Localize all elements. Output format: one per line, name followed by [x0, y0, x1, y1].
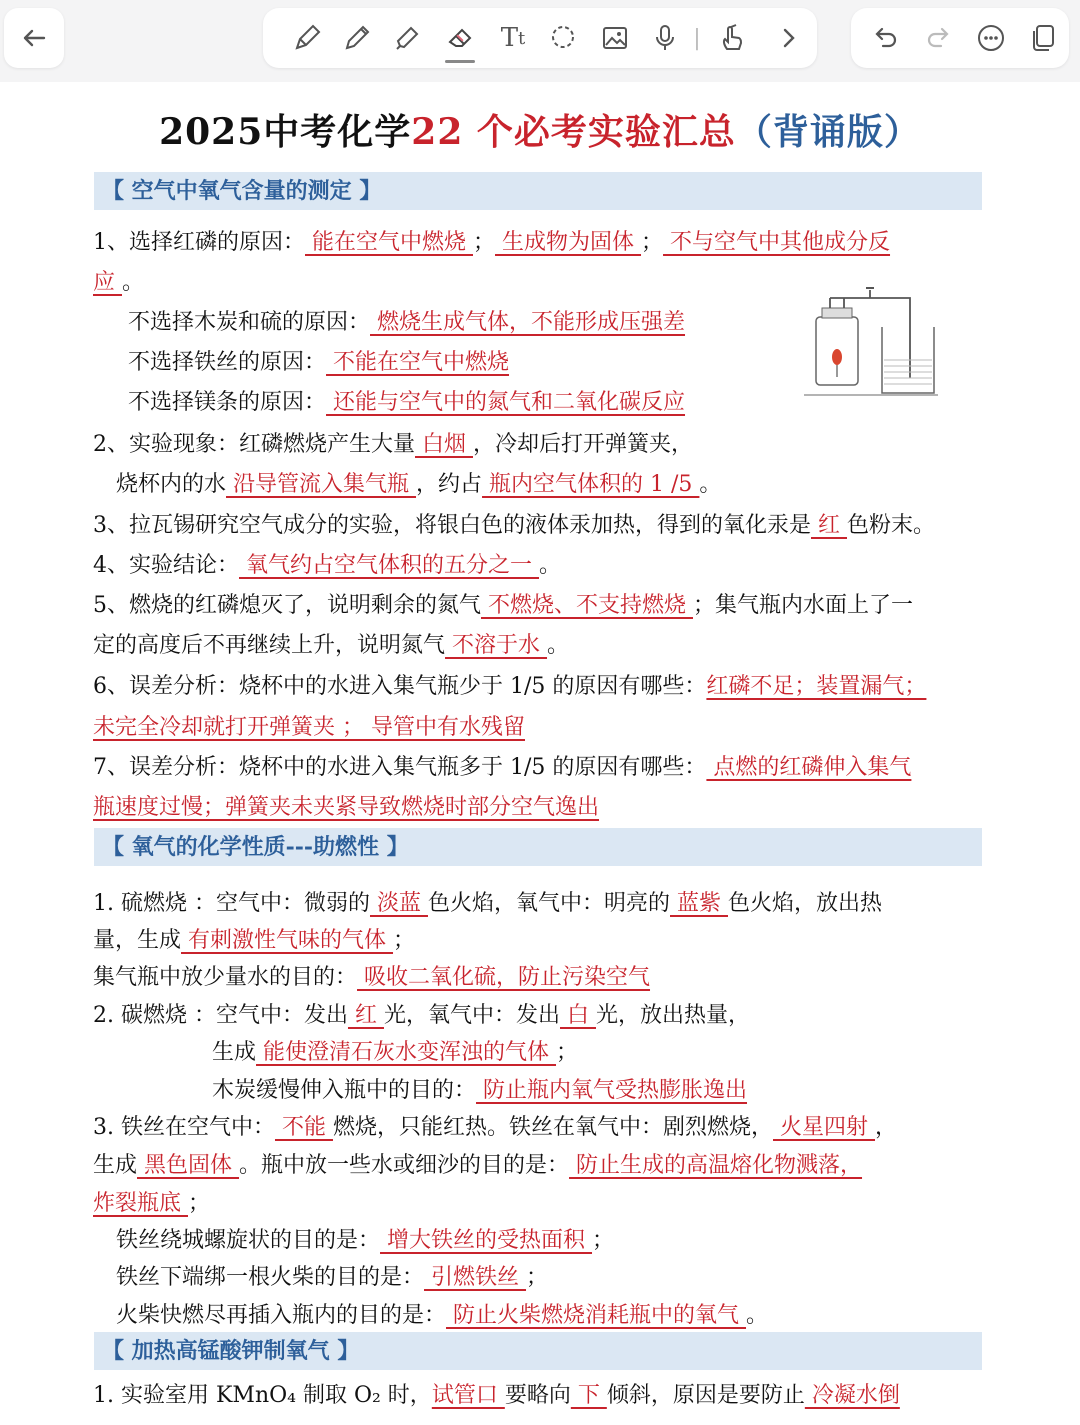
answer-text: 防止瓶内氧气受热膨胀逸出: [476, 1078, 748, 1103]
microphone-icon[interactable]: [643, 8, 687, 68]
actions-palette: [851, 8, 1069, 68]
answer-text: 白烟: [415, 432, 473, 457]
note-line: [93, 630, 569, 662]
answer-text: 不燃烧、不支持燃烧: [481, 593, 693, 618]
note-text: 。: [746, 1303, 769, 1328]
note-line: [93, 429, 693, 461]
note-text: 1、选择红磷的原因：: [93, 230, 305, 255]
note-line: [93, 1150, 862, 1182]
answer-text: 不能在空气中燃烧: [326, 350, 510, 375]
touch-draw-icon[interactable]: [711, 8, 755, 68]
note-text: ；: [188, 1191, 211, 1216]
note-line: [116, 1225, 614, 1257]
note-text: 铁丝下端绑一根火柴的目的是：: [116, 1265, 425, 1290]
pages-icon[interactable]: [1021, 8, 1065, 68]
image-icon[interactable]: [593, 8, 637, 68]
answer-text: 瓶内空气体积的 1 /5: [482, 472, 700, 497]
answer-text: 黑色固体: [137, 1153, 240, 1178]
note-text: 。瓶中放一些水或细沙的目的是：: [239, 1153, 570, 1178]
note-line: [93, 712, 525, 744]
answer-text: 炸裂瓶底: [93, 1191, 188, 1216]
note-text: ；: [641, 230, 664, 255]
note-line: [128, 347, 509, 379]
pen-icon[interactable]: [285, 8, 329, 68]
back-button[interactable]: [4, 8, 64, 68]
note-text: ；集气瓶内水面上了一: [693, 593, 914, 618]
note-line: [212, 1037, 578, 1069]
answer-text: 试管口: [431, 1383, 505, 1408]
note-text: ；: [526, 1265, 549, 1290]
note-text: 燃烧，只能红热。铁丝在氧气中：剧烈燃烧，: [332, 1115, 773, 1140]
note-text: 1. 硫燃烧 ：空气中：微弱的: [93, 891, 370, 916]
answer-text: 下: [570, 1383, 607, 1408]
answer-text: 火星四射: [773, 1115, 875, 1140]
note-text: 量，生成: [93, 928, 182, 953]
note-text: ，: [875, 1115, 898, 1140]
note-text: 3、拉瓦锡研究空气成分的实验，将银白色的液体汞加热，得到的氧化汞是: [93, 513, 811, 538]
answer-text: 红: [811, 513, 847, 538]
active-tool-indicator: [445, 60, 475, 63]
answer-text: 淡蓝: [369, 891, 428, 916]
note-text: 。: [122, 270, 145, 295]
answer-text: 红: [347, 1003, 384, 1028]
note-line: [116, 1262, 548, 1294]
note-text: ，冷却后打开弹簧夹，: [473, 432, 694, 457]
answer-text: 不能: [274, 1115, 333, 1140]
note-text: 2、实验现象：红磷燃烧产生大量: [93, 432, 415, 457]
note-text: 5、燃烧的红磷熄灭了，说明剩余的氮气: [93, 593, 481, 618]
section-header-oxygen-content: 【 空气中氧气含量的测定 】: [94, 172, 982, 210]
arrow-left-icon: [4, 8, 64, 68]
note-text: 木炭缓慢伸入瓶中的目的：: [212, 1078, 477, 1103]
answer-text: 生成物为固体: [495, 230, 642, 255]
title-part-1: 2025中考化学: [159, 111, 412, 153]
pencil-icon[interactable]: [335, 8, 379, 68]
note-line: [93, 1188, 210, 1220]
note-text: 色火焰，放出热: [728, 891, 883, 916]
note-text: 要略向: [504, 1383, 571, 1408]
note-line: [93, 590, 913, 622]
lasso-icon[interactable]: [541, 8, 585, 68]
note-text: 2. 碳燃烧 ：空气中：发出: [93, 1003, 348, 1028]
note-text: 1. 实验室用 KMnO₄ 制取 O₂ 时，: [93, 1383, 432, 1408]
note-line: [93, 671, 926, 703]
answer-text: 红磷不足；装置漏气；: [706, 674, 927, 699]
note-line: [93, 962, 650, 994]
note-text: 6、误差分析：烧杯中的水进入集气瓶少于 1/5 的原因有哪些：: [93, 674, 707, 699]
note-text: 4、实验结论：: [93, 553, 239, 578]
note-text: ，约占: [416, 472, 483, 497]
note-text: ；: [393, 928, 416, 953]
answer-text: 白: [560, 1003, 596, 1028]
highlighter-icon[interactable]: [385, 8, 429, 68]
answer-text: 氧气约占空气体积的五分之一: [239, 553, 539, 578]
note-line: [93, 1112, 897, 1144]
note-line: [93, 510, 935, 542]
document-page: [0, 82, 1080, 1425]
tool-palette: [263, 8, 817, 68]
note-line: [212, 1075, 747, 1107]
note-text: 光，放出热量，: [596, 1003, 751, 1028]
note-text: ；: [473, 230, 496, 255]
note-text: 3. 铁丝在空气中：: [93, 1115, 275, 1140]
answer-text: 还能与空气中的氮气和二氧化碳反应: [326, 390, 686, 415]
note-text: 不选择铁丝的原因：: [128, 350, 327, 375]
note-text: 色火焰，氧气中：明亮的: [427, 891, 670, 916]
note-text: 不选择镁条的原因：: [128, 390, 327, 415]
toolbar: [0, 0, 1080, 82]
eraser-icon[interactable]: [439, 8, 483, 68]
answer-text: 吸收二氧化硫，防止污染空气: [357, 965, 651, 990]
note-text: 铁丝绕城螺旋状的目的是：: [116, 1228, 381, 1253]
answer-text: 沿导管流入集气瓶: [226, 472, 417, 497]
note-line: [93, 888, 882, 920]
note-text: 不选择木炭和硫的原因：: [128, 310, 371, 335]
answer-text: 不与空气中其他成分反: [663, 230, 891, 255]
divider-icon: |: [693, 25, 701, 51]
note-text: 集气瓶中放少量水的目的：: [93, 965, 358, 990]
note-line: [93, 1380, 900, 1412]
note-text: 定的高度后不再继续上升，说明氮气: [93, 633, 446, 658]
note-text: ；: [592, 1228, 615, 1253]
note-line: [128, 387, 685, 419]
text-tool-icon[interactable]: T t: [500, 23, 526, 53]
note-line: [93, 752, 911, 784]
title-part-2: 22 个必考实验汇总: [411, 111, 736, 153]
answer-text: 防止生成的高温熔化物溅落，: [569, 1153, 863, 1178]
note-text: 。: [699, 472, 722, 497]
note-text: 倾斜，原因是要防止: [606, 1383, 805, 1408]
answer-text: 防止火柴燃烧消耗瓶中的氧气: [446, 1303, 747, 1328]
note-line: [116, 1300, 768, 1332]
note-line: [93, 550, 561, 582]
answer-text: 不溶于水: [445, 633, 548, 658]
undo-icon[interactable]: [863, 8, 907, 68]
page-title: [0, 104, 1080, 155]
more-options-icon[interactable]: [969, 8, 1013, 68]
answer-text: 能使澄清石灰水变浑浊的气体: [256, 1040, 557, 1065]
note-text: 色粉末。: [847, 513, 936, 538]
note-line: [116, 469, 721, 501]
redo-icon[interactable]: [917, 8, 961, 68]
note-line: [93, 1000, 750, 1032]
answer-text: 引燃铁丝: [424, 1265, 527, 1290]
answer-text: 冷凝水倒: [804, 1383, 900, 1408]
apparatus-diagram-icon: [800, 262, 940, 402]
note-line: [93, 925, 415, 957]
answer-text: 应: [93, 270, 122, 295]
note-text: 火柴快燃尽再插入瓶内的目的是：: [116, 1303, 447, 1328]
note-text: ；: [556, 1040, 579, 1065]
chevron-right-icon[interactable]: [769, 8, 809, 68]
answer-text: 点燃的红磷伸入集气: [706, 755, 912, 780]
answer-text: 蓝紫: [670, 891, 728, 916]
note-text: 7、误差分析：烧杯中的水进入集气瓶多于 1/5 的原因有哪些：: [93, 755, 707, 780]
section-header-oxygen-properties: 【 氧气的化学性质---助燃性 】: [94, 828, 982, 866]
note-text: 。: [547, 633, 570, 658]
answer-text: 燃烧生成气体，不能形成压强差: [370, 310, 686, 335]
answer-text: 瓶速度过慢；弹簧夹未夹紧导致燃烧时部分空气逸出: [93, 795, 600, 820]
note-line: [93, 792, 599, 824]
title-part-3: （背诵版）: [735, 111, 921, 153]
note-line: [93, 267, 144, 299]
note-text: 光，氧气中：发出: [383, 1003, 560, 1028]
note-text: 烧杯内的水: [116, 472, 227, 497]
answer-text: 增大铁丝的受热面积: [380, 1228, 593, 1253]
note-line: [128, 307, 685, 339]
note-line: [93, 227, 890, 259]
note-text: 生成: [93, 1153, 138, 1178]
note-text: 生成: [212, 1040, 257, 1065]
note-text: 。: [539, 553, 562, 578]
answer-text: 能在空气中燃烧: [305, 230, 473, 255]
answer-text: 未完全冷却就打开弹簧夹 ； 导管中有水残留: [93, 715, 525, 740]
answer-text: 有刺激性气味的气体: [181, 928, 394, 953]
section-header-kmno4: 【 加热高锰酸钾制氧气 】: [94, 1332, 982, 1370]
